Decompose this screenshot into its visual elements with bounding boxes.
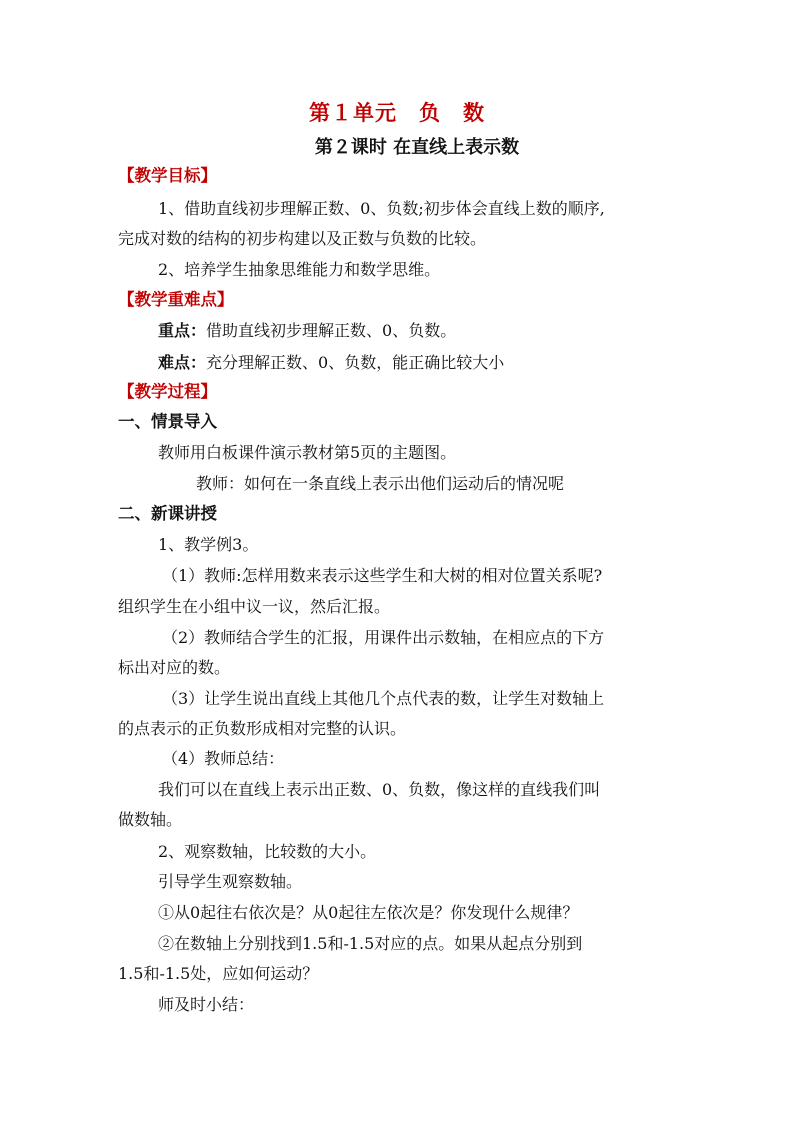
goal-2: 2、培养学生抽象思维能力和数学思维。 [158,260,441,279]
part2-item-2-line-1: （1）教师:怎样用数来表示这些学生和大树的相对位置关系呢? [162,566,603,585]
part2-item-2-line-2: 组织学生在小组中议一议，然后汇报。 [118,597,391,616]
difficult-text: 充分理解正数、0、负数，能正确比较大小 [206,353,505,372]
process-heading: 【教学过程】 [118,382,217,401]
part1-paragraph-2: 教师：如何在一条直线上表示出他们运动后的情况呢 [196,474,565,493]
goal-1-line-2: 完成对数的结构的初步构建以及正数与负数的比较。 [118,229,487,248]
part2-item-4-line-1: （3）让学生说出直线上其他几个点代表的数，让学生对数轴上 [162,689,605,708]
key-label: 重点： [158,321,207,340]
part2-question-2-line-1: ②在数轴上分别找到1.5和-1.5对应的点。如果从起点分别到 [158,934,583,953]
part1-heading: 一、情景导入 [118,412,217,431]
part2-item-4-line-2: 的点表示的正负数形成相对完整的认识。 [118,719,407,738]
key-heading: 【教学重难点】 [118,290,234,309]
part2-item-1: 1、教学例3。 [158,535,259,554]
part2-heading: 二、新课讲授 [118,504,217,523]
part2-item-5: （4）教师总结： [162,749,285,768]
goal-1-line-1: 1、借助直线初步理解正数、0、负数;初步体会直线上数的顺序, [158,199,605,218]
goal-heading: 【教学目标】 [118,166,217,185]
lesson-subtitle: 第２课时 在直线上表示数 [314,137,520,158]
part2-guide: 引导学生观察数轴。 [158,872,303,891]
page-title: 第１单元 负 数 [309,100,485,125]
part2-question-1: ①从0起往右依次是？从0起往左依次是？你发现什么规律？ [158,903,579,922]
part1-paragraph-1: 教师用白板课件演示教材第5页的主题图。 [158,443,457,462]
part2-summary-line-1: 我们可以在直线上表示出正数、0、负数，像这样的直线我们叫 [158,780,601,799]
key-point [158,321,456,341]
part2-summary-line-2: 做数轴。 [118,810,183,829]
part2-item-6: 2、观察数轴，比较数的大小。 [158,842,377,861]
part2-item-3-line-1: （2）教师结合学生的汇报，用课件出示数轴，在相应点的下方 [162,628,605,647]
part2-teacher-summary: 师及时小结： [158,995,255,1014]
difficult-label: 难点： [158,353,207,372]
part2-item-3-line-2: 标出对应的数。 [118,658,231,677]
part2-question-2-line-2: 1.5和-1.5处，应如何运动？ [118,964,319,983]
difficult-point [158,353,504,373]
key-text: 借助直线初步理解正数、0、负数。 [206,321,457,340]
